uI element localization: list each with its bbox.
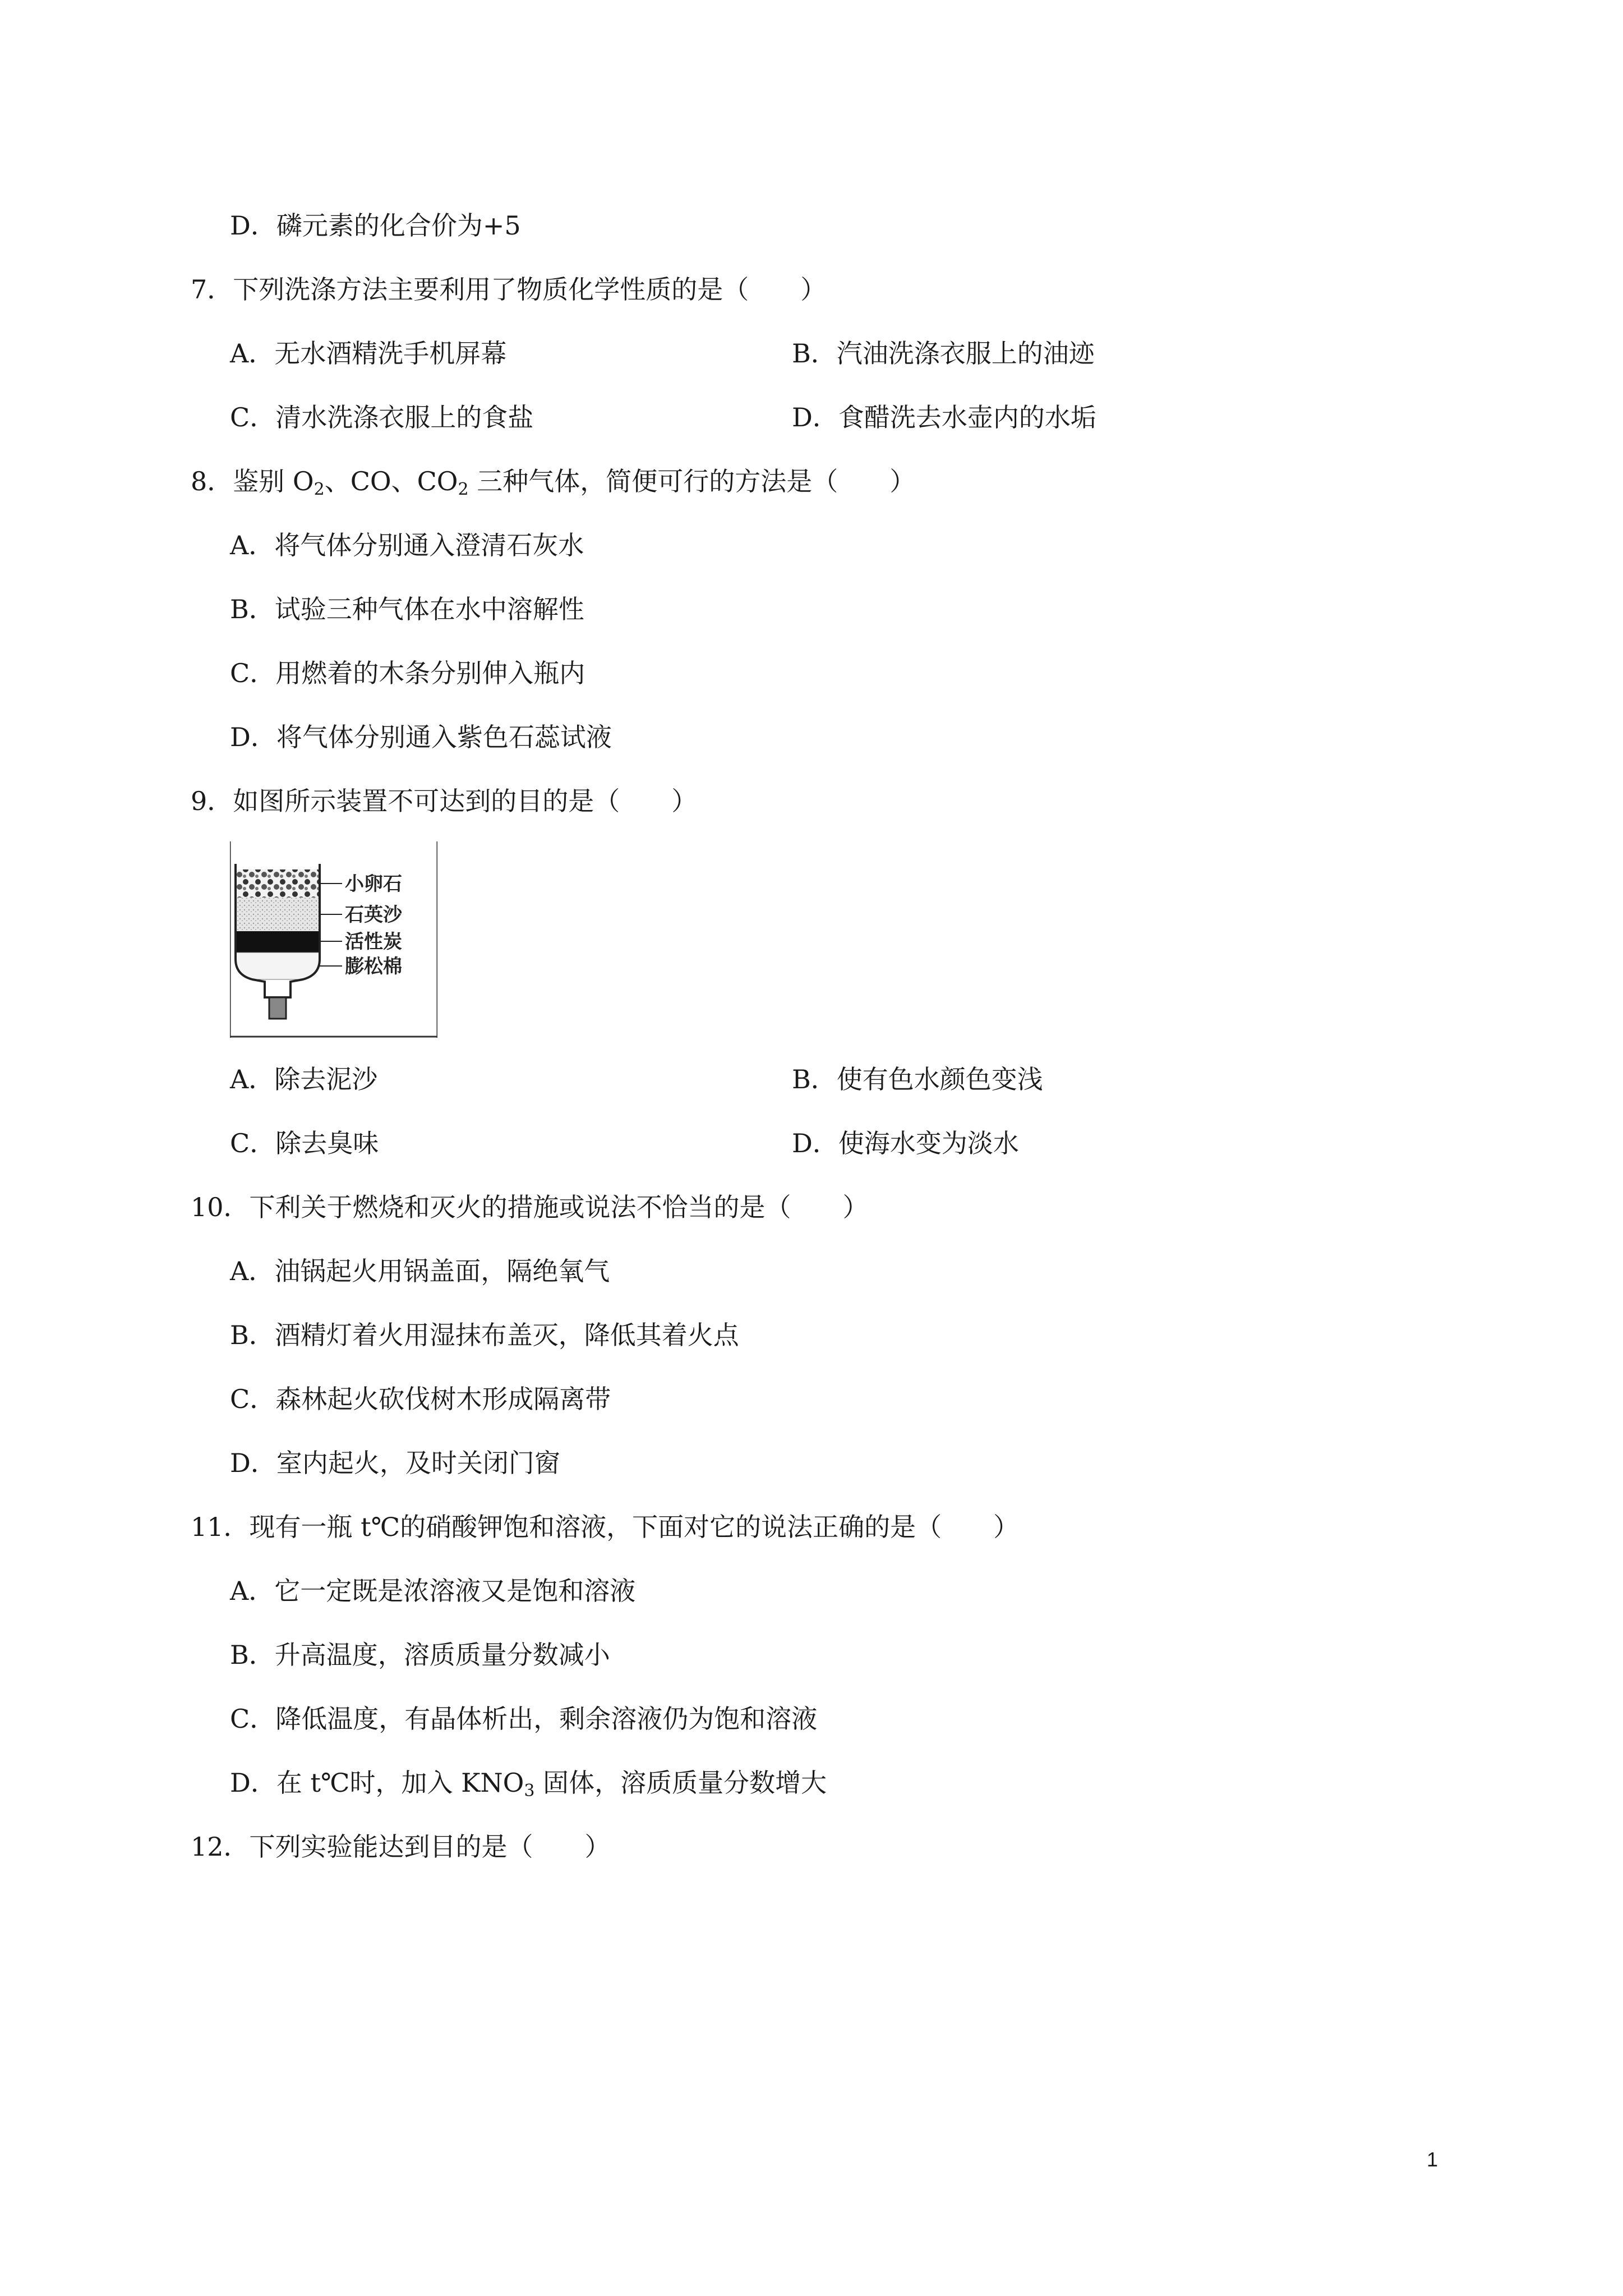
q10-option-b: B．酒精灯着火用湿抹布盖灭，降低其着火点 [230, 1320, 739, 1350]
q11-option-d: D．在 t℃时，加入 $KNO_3$ 固体，溶质质量分数增大 [230, 1768, 827, 1801]
water-filter-figure [230, 841, 437, 1038]
q7-stem: 7．下列洗涤方法主要利用了物质化学性质的是（ ） [191, 274, 827, 305]
q8-option-a: A．将气体分别通入澄清石灰水 [230, 530, 584, 560]
q6-option-d: D．磷元素的化合价为+5 [230, 210, 521, 241]
q7-option-d: D．食醋洗去水壶内的水垢 [792, 402, 1096, 432]
outlet-pipe [269, 997, 286, 1019]
q8-option-d: D．将气体分别通入紫色石蕊试液 [230, 722, 612, 752]
q9-option-b: B．使有色水颜色变浅 [792, 1064, 1043, 1094]
q10-option-a: A．油锅起火用锅盖面，隔绝氧气 [230, 1256, 610, 1286]
q7-option-c: C．清水洗涤衣服上的食盐 [230, 402, 534, 432]
q9-option-d: D．使海水变为淡水 [792, 1128, 1019, 1158]
cotton-layer [236, 953, 320, 979]
q9-option-c: C．除去臭味 [230, 1128, 379, 1158]
q12-stem: 12．下列实验能达到目的是（ ） [191, 1832, 611, 1862]
q8-stem: 8．鉴别 $O_2$、CO、$CO_2$ 三种气体，简便可行的方法是（ ） [191, 466, 916, 499]
q10-option-c: C．森林起火砍伐树木形成隔离带 [230, 1384, 611, 1414]
q8-option-b: B．试验三种气体在水中溶解性 [230, 594, 584, 624]
q9-stem: 9．如图所示装置不可达到的目的是（ ） [191, 786, 698, 816]
q7-option-b: B．汽油洗涤衣服上的油迹 [792, 338, 1095, 369]
q9-option-a: A．除去泥沙 [230, 1064, 378, 1094]
figure-label-activated-carbon: 活性炭 [345, 931, 402, 953]
figure-label-pebbles: 小卵石 [345, 873, 402, 895]
q10-option-d: D．室内起火，及时关闭门窗 [230, 1448, 560, 1478]
q10-stem: 10．下利关于燃烧和灭火的措施或说法不恰当的是（ ） [191, 1192, 869, 1222]
figure-label-cotton: 膨松棉 [345, 955, 402, 978]
q7-option-a: A．无水酒精洗手机屏幕 [230, 338, 507, 369]
page-number: 1 [1427, 2148, 1438, 2171]
q11-option-c: C．降低温度，有晶体析出，剩余溶液仍为饱和溶液 [230, 1704, 818, 1734]
carbon-layer [236, 931, 320, 953]
pebble-layer [236, 869, 320, 898]
q11-option-a: A．它一定既是浓溶液又是饱和溶液 [230, 1576, 636, 1606]
figure-label-quartz-sand: 石英沙 [345, 904, 402, 926]
q11-option-b: B．升高温度，溶质质量分数减小 [230, 1640, 610, 1670]
q8-option-c: C．用燃着的木条分别伸入瓶内 [230, 658, 585, 688]
sand-layer [236, 898, 320, 931]
q11-stem: 11．现有一瓶 t℃的硝酸钾饱和溶液，下面对它的说法正确的是（ ） [191, 1512, 1020, 1542]
